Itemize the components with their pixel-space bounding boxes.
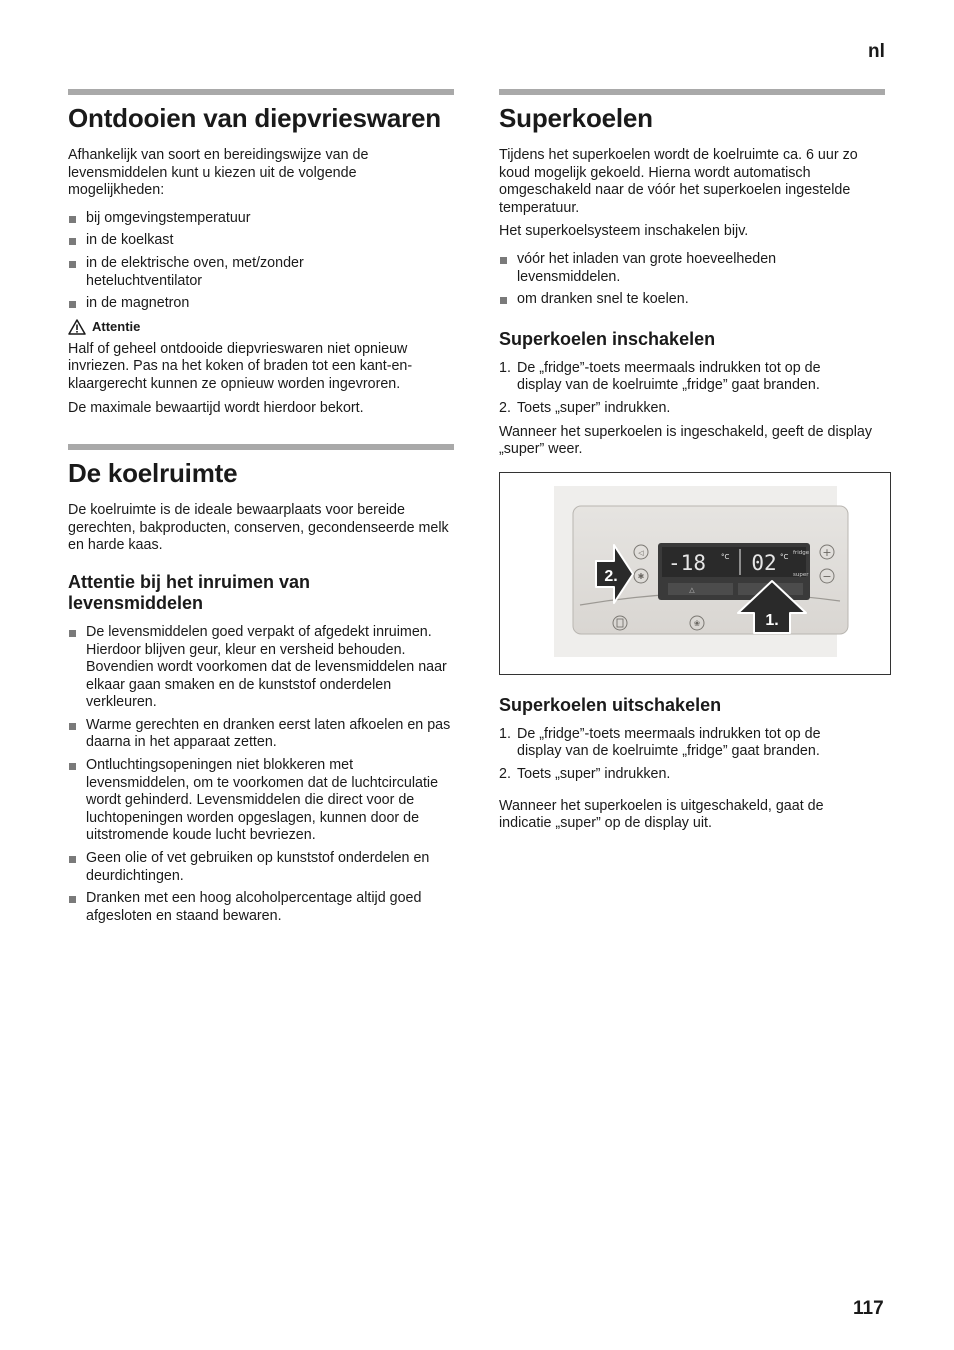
- warning-icon: [68, 319, 86, 335]
- inschakelen-after: Wanneer het superkoelen is ingeschakeld, geeft de display „super” weer.: [499, 423, 873, 458]
- bullet-icon: [69, 301, 76, 308]
- section-title-ontdooien: Ontdooien van diepvrieswaren: [68, 103, 441, 133]
- uitschakelen-after: Wanneer het superkoelen is uitgeschakeld, gaat de indicatie „super” op de display uit.: [499, 797, 824, 832]
- inschakelen-steps: [499, 360, 869, 418]
- svg-text:◁: ◁: [638, 548, 644, 557]
- control-panel-illustration: [500, 473, 890, 674]
- koelruimte-subtitle: Attentie bij het inruimen van levensmiddelen: [68, 571, 311, 613]
- attention-heading: [68, 319, 456, 335]
- attention-text: Half of geheel ontdooide diepvrieswaren niet opnieuw invriezen. Pas na het koken of braden tot een kant-en-klaargerecht kunnen ze opnieuw worden ingevroren.: [68, 340, 413, 392]
- list-item: in de elektrische oven, met/zonder heteluchtventilator: [68, 255, 368, 290]
- section-rule: [68, 444, 454, 450]
- fridge-unit: °C: [780, 552, 789, 561]
- fridge-temperature: 02: [751, 550, 777, 575]
- ontdooien-intro: Afhankelijk van soort en bereidingswijze van de levensmiddelen kunt u kiezen uit de volgende mogelijkheden:: [68, 147, 369, 199]
- step-item: 1. De „fridge”-toets meermaals indrukken tot op de display van de koelruimte „fridge” gaat branden.: [499, 359, 821, 394]
- control-panel-figure: [499, 472, 891, 675]
- bullet-icon: [69, 216, 76, 223]
- list-item: De levensmiddelen goed verpakt of afgedekt inruimen. Hierdoor blijven geur, kleur en versheid behouden. Bovendien wordt voorkomen dat de levensmiddelen naar elkaar gaan smaken en de kunststof onderdelen verkleuren.: [68, 624, 456, 712]
- bullet-icon: [69, 896, 76, 903]
- super-indicator: super: [793, 571, 809, 578]
- fridge-indicator: fridge: [793, 549, 810, 556]
- list-item: bij omgevingstemperatuur: [68, 210, 368, 228]
- svg-text:+: +: [822, 545, 832, 559]
- arrow-1-label: 1.: [765, 611, 779, 629]
- uitschakelen-steps: [499, 726, 869, 784]
- list-item: om dranken snel te koelen.: [499, 291, 829, 309]
- list-item: Dranken met een hoog alcoholpercentage altijd goed afgesloten en staand bewaren.: [68, 890, 456, 925]
- bullet-icon: [69, 856, 76, 863]
- freezer-unit: °C: [721, 552, 730, 561]
- language-label: nl: [868, 41, 885, 62]
- ontdooien-note: De maximale bewaartijd wordt hierdoor bekort.: [68, 399, 364, 416]
- list-item: in de magnetron: [68, 295, 368, 313]
- list-item: in de koelkast: [68, 232, 368, 250]
- step-item: 1. De „fridge”-toets meermaals indrukken tot op de display van de koelruimte „fridge” gaat branden.: [499, 725, 821, 760]
- superkoelen-intro2: Het superkoelsysteem inschakelen bijv.: [499, 223, 749, 240]
- left-column: [68, 89, 456, 931]
- koelruimte-list: [68, 624, 456, 926]
- arrow-2-label: 2.: [604, 567, 618, 585]
- koelruimte-intro: De koelruimte is de ideale bewaarplaats voor bereide gerechten, bakproducten, conserven, gecondenseerde melk en harde kaas.: [68, 502, 449, 554]
- attention-label: Attentie: [92, 319, 141, 335]
- list-item: vóór het inladen van grote hoeveelheden levensmiddelen.: [499, 251, 829, 286]
- step-item: 2. Toets „super” indrukken.: [499, 765, 671, 782]
- svg-text:✱: ✱: [637, 571, 645, 581]
- section-rule: [499, 89, 885, 95]
- superkoelen-list: [499, 251, 829, 309]
- bullet-icon: [69, 630, 76, 637]
- right-column: [499, 89, 891, 839]
- section-title-superkoelen: Superkoelen: [499, 103, 653, 133]
- bullet-icon: [69, 261, 76, 268]
- freezer-temperature: -18: [668, 550, 706, 575]
- bullet-icon: [500, 297, 507, 304]
- page-number: 117: [853, 1298, 884, 1319]
- bullet-icon: [69, 763, 76, 770]
- step-item: 2. Toets „super” indrukken.: [499, 399, 671, 416]
- svg-text:❀: ❀: [693, 618, 701, 628]
- superkoelen-intro: Tijdens het superkoelen wordt de koelruimte ca. 6 uur zo koud mogelijk gekoeld. Hierna wordt automatisch omgeschakeld naar de vóór het superkoelen ingestelde temperatuur.: [499, 147, 858, 216]
- svg-text:△: △: [689, 585, 695, 594]
- section-title-koelruimte: De koelruimte: [68, 458, 238, 489]
- section-rule: [68, 89, 454, 95]
- bullet-icon: [69, 238, 76, 245]
- list-item: Ontluchtingsopeningen niet blokkeren met levensmiddelen, om te voorkomen dat de luchtcirculatie wordt gehinderd. Levensmiddelen die direct voor de luchtopeningen worden opgeslagen, kunnen door de uitstromende koude lucht bevriezen.: [68, 757, 456, 845]
- ontdooien-list: [68, 210, 368, 313]
- list-item: Warme gerechten en dranken eerst laten afkoelen en pas daarna in het apparaat zetten.: [68, 717, 456, 752]
- bullet-icon: [69, 723, 76, 730]
- subtitle-inschakelen: Superkoelen inschakelen: [499, 328, 716, 349]
- bullet-icon: [500, 257, 507, 264]
- list-item: Geen olie of vet gebruiken op kunststof onderdelen en deurdichtingen.: [68, 850, 456, 885]
- subtitle-uitschakelen: Superkoelen uitschakelen: [499, 694, 722, 715]
- svg-text:−: −: [822, 569, 832, 583]
